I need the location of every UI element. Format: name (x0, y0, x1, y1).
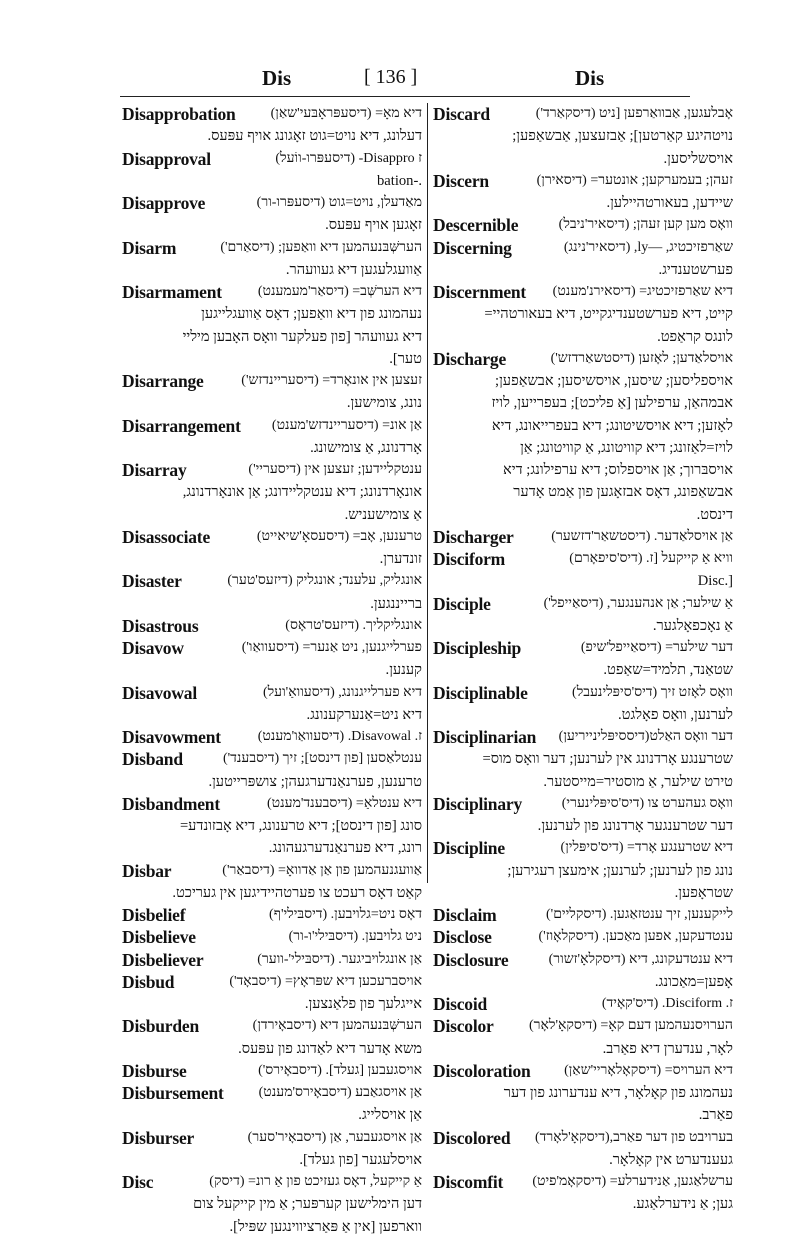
entry-definition-text: הערשְּׁבּנעהמען דיא (דיסבאָירדן) (252, 1018, 422, 1034)
entry-definition-text: דיא הערשְּׁב= (דיסאַר'מעמענט) (257, 284, 422, 299)
entry-headword: Disburden (122, 1016, 199, 1037)
entry-first-line (122, 148, 422, 170)
entry-first-line (122, 281, 422, 303)
entry-definition-line: ווארפען [אין אַ פּאַרציווינגען שפּיל]. (229, 1218, 422, 1235)
dictionary-entry (122, 793, 422, 860)
dictionary-entry (433, 904, 733, 926)
entry-first-line (433, 1015, 733, 1037)
entry-first-line (122, 415, 422, 437)
entry-first-line (433, 348, 733, 370)
entry-definition-text: הערויסנעהמען דעם קאָ= (דיסקאָ'לאָר) (528, 1018, 733, 1034)
entry-definition-line: רונג, דיא פערנאַנדערגעהונג. (268, 840, 422, 857)
entry-headword: Discolor (433, 1016, 494, 1037)
entry-first-line (122, 682, 422, 704)
entry-definition-line: שטראָפען. (674, 884, 733, 901)
dictionary-entry (433, 170, 733, 215)
entry-first-line (433, 682, 733, 704)
entry-definition-line: לערנען, וואָס פאָלגט. (618, 706, 733, 723)
entry-definition-line: קענען. (385, 662, 422, 679)
dictionary-entry (433, 214, 733, 236)
entry-headword: Disclosure (433, 949, 509, 970)
entry-first-line (122, 103, 422, 125)
entry-definition-text: וואָס לאָזט זיך (דיס'סיפּלינעבל) (572, 684, 733, 700)
dictionary-entry (122, 860, 422, 905)
entry-first-line (433, 1127, 733, 1149)
entry-definition-line: נונג פון לערנען; לערנען; אימעצן רעגירען; (507, 862, 733, 879)
entry-definition-text: זעצען אין אונאָרד= (דיסעריינדזש') (241, 373, 422, 388)
entry-definition-line: אַ צומישעניש. (344, 506, 422, 523)
entry-definition-text: אַוועגנעהמען פון אַן אַדוואָ= (דיסבאַר') (222, 862, 422, 878)
entry-definition-text: אונגליק, עלענד; אונגליק (דיזעס'טער) (227, 573, 422, 589)
dictionary-entry (122, 971, 422, 1016)
column-divider (427, 103, 428, 883)
dictionary-entry (122, 926, 422, 948)
dictionary-entry (122, 726, 422, 748)
entry-definition-text: דער וואָס האַלט(דיססיפּלינייריען) (558, 729, 733, 744)
dictionary-entry (433, 793, 733, 838)
entry-definition-line: קייט, דיא פערשטענדיגקייט, דיא בעאורטהיי= (484, 306, 733, 323)
entry-definition-line: שיידען, בעאורטהיילען. (606, 195, 733, 211)
entry-headword: Disciplinarian (433, 727, 537, 747)
entry-first-line (433, 726, 733, 748)
entry-headword: Disarm (122, 237, 177, 258)
entry-headword: Discoloration (433, 1060, 531, 1081)
entry-first-line (122, 1015, 422, 1037)
entry-definition-line: ברייננגען. (370, 595, 422, 612)
dictionary-entry (122, 103, 422, 148)
entry-first-line (433, 214, 733, 236)
entry-definition-line: סונג [פון דינסט]; דיא טרענונג, דיא אָבזונדע= (179, 818, 422, 834)
entry-definition-text: אַ שילער; אַן אנהענגער, (דיסאַייפל') (543, 595, 733, 611)
entry-headword: Disciform (433, 549, 506, 569)
entry-headword: Disbud (122, 971, 175, 992)
entry-definition-line: משא אָדער דיא לאַדונג פון עפּעס. (238, 1040, 422, 1057)
dictionary-entry (433, 1015, 733, 1060)
entry-headword: Disapprove (122, 193, 206, 213)
dictionary-entry (122, 1171, 422, 1238)
entry-definition-text: זעהן; בעמערקען; אונטער= (דיסאירן) (536, 172, 733, 188)
entry-first-line (122, 793, 422, 815)
page-number: [ 136 ] (364, 66, 418, 88)
entry-definition-text: אַן אונ= (דיסעריינדזש'מענט) (271, 417, 422, 433)
entry-definition-text: ז. Disciform. (דיס'קאָיד) (601, 996, 733, 1011)
dictionary-entry (122, 570, 422, 615)
entry-definition-line: אייגלעך פון פלאַנצען. (304, 996, 422, 1012)
entry-first-line (433, 281, 733, 303)
dictionary-entry (433, 1060, 733, 1127)
entry-definition-line: .-bation (377, 172, 422, 189)
entry-definition-line: שטאַנד, תלמיד=שאַפט. (603, 662, 733, 679)
entry-first-line (122, 370, 422, 392)
entry-first-line (122, 192, 422, 214)
entry-headword: Disavowment (122, 727, 221, 747)
dictionary-entry (122, 637, 422, 682)
entry-headword: Disbelieve (122, 927, 196, 948)
entry-first-line (122, 1171, 422, 1193)
entry-headword: Discolored (433, 1127, 511, 1148)
entry-headword: Disarrange (122, 371, 204, 391)
entry-definition-line: קאַט דאָס רעכט צו פערטהיידיגען אין געריכט. (172, 884, 422, 901)
entry-definition-text: אַן אויסגאַבע (דיסבאָירס'מענט) (258, 1085, 422, 1100)
entry-first-line (433, 593, 733, 615)
entry-headword: Disc (122, 1172, 154, 1192)
entry-definition-line: אויסבּרוך; אַן אויספלוס; דיא ערפילונג; דיא (503, 462, 733, 478)
dictionary-entry (433, 993, 733, 1015)
entry-definition-line: לאָר, ענדערן דיא פאַרב. (602, 1040, 733, 1057)
entry-definition-text: שאַרפזיכטיג, —ly, (דיסאיר'נינג) (563, 239, 733, 255)
entry-headword: Disapproval (122, 148, 211, 169)
entry-definition-text: פערלייגנען, ניט אַנער= (דיסעוואַו') (241, 640, 422, 655)
entry-definition-line: אויסלעגער [פון געלד]. (299, 1151, 422, 1168)
entry-definition-text: דער שילער= (דיסאַייפל'שיפ) (580, 640, 733, 655)
entry-first-line (433, 926, 733, 948)
entry-headword: Disburser (122, 1127, 195, 1148)
entry-definition-line: טירט שילער, אַ מוסטיר=מייסטער. (543, 773, 733, 790)
dictionary-entry (122, 237, 422, 282)
entry-definition-line: אויספליסען; שיסען, אויסשיסען; אבשאַפען; (495, 373, 733, 389)
entry-headword: Disclaim (433, 905, 497, 925)
entry-headword: Disbar (122, 860, 172, 881)
entry-definition-line: לונגס קראַפט. (657, 328, 733, 345)
dictionary-entry (433, 1127, 733, 1172)
entry-definition-text: אונגליקליך. (דיזעס'טראָס) (285, 617, 422, 633)
entry-definition-text: דיא פערלייגנונג, (דיסעוואַ'ועל) (262, 684, 422, 700)
entry-definition-text: דיא הערויס= (דיסקאָלאָריי'שאַן) (564, 1062, 733, 1078)
entry-definition-text: טרענען, אָב= (דיסעסאָ'שיאייט) (256, 528, 422, 544)
entry-definition-line: נונג, צומישען. (346, 395, 422, 412)
dictionary-entry (122, 192, 422, 237)
dictionary-entry (433, 1171, 733, 1216)
entry-definition-line: אַוועגלעגען דיא געוועהר. (285, 261, 422, 278)
entry-headword: Discharge (433, 348, 507, 369)
entry-headword: Disavow (122, 638, 184, 658)
entry-first-line (122, 615, 422, 637)
dictionary-entry (122, 148, 422, 193)
entry-headword: Discoid (433, 994, 488, 1014)
entry-definition-text: דיא ענטדעקונג, דיא (דיסקלאָ'זשור) (548, 951, 733, 967)
entry-first-line (122, 459, 422, 481)
entry-definition-text: דיא מאָ= (דיסעפּראָבּעי'שאַן) (270, 106, 422, 121)
entry-definition-text: ענטדעקען, אפען מאַכען. (דיסקלאָוז') (538, 929, 733, 945)
dictionary-entry (122, 526, 422, 571)
entry-first-line (122, 637, 422, 659)
header-right-guide-word: Dis (575, 66, 605, 90)
entry-definition-line: דען הימלישען קערפּער; אַ מין קייקעל צום (193, 1196, 422, 1213)
dictionary-entry (122, 370, 422, 415)
entry-definition-text: אַן אונגלויביגער. (דיסבּילי'-ווער) (257, 951, 422, 967)
dictionary-entry (433, 348, 733, 526)
dictionary-entry (433, 726, 733, 793)
entry-definition-line: נעהמונג פון דיא וואַפען; דאָס אַוועגלייגען (201, 306, 422, 323)
dictionary-entry (122, 1015, 422, 1060)
entry-definition-line: אַ נאָכפאָלגער. (652, 617, 733, 634)
dictionary-entry (122, 459, 422, 526)
dictionary-entry (122, 415, 422, 460)
entry-definition-line: טער]. (389, 350, 422, 367)
entry-definition-text: וואָס געהערט צו (דיס'סיפּלינערי) (561, 795, 733, 811)
entry-definition-line: דיא ניט=אַנערקענונג. (306, 706, 422, 723)
entry-first-line (122, 1082, 422, 1104)
entry-definition-line: דער שטרענגער אָרדנונג פון לערנען. (537, 818, 733, 834)
dictionary-entry (122, 904, 422, 926)
entry-definition-text: אויסגעבען [געלד]. (דיסבאָירס') (258, 1062, 422, 1078)
dictionary-entry (122, 1060, 422, 1082)
entry-first-line (433, 949, 733, 971)
dictionary-entry (433, 237, 733, 282)
entry-headword: Disclose (433, 927, 492, 948)
entry-definition-line: אָרדנונג, אַ צומישונג. (310, 439, 422, 456)
entry-first-line (122, 726, 422, 748)
entry-headword: Discipleship (433, 638, 522, 658)
entry-first-line (433, 1171, 733, 1193)
entry-definition-text: אַ קייקעל, דאָס געזיכט פון אַ רונ= (דיסק) (209, 1174, 422, 1189)
entry-first-line (122, 860, 422, 882)
entry-definition-text: אויסברעכען דיא שפּראָץ= (דיסבאָד') (229, 973, 422, 989)
entry-first-line (433, 170, 733, 192)
entry-definition-line: לאָזען; דיא אויסשיטונג; דיא בעפרייאונג, דיא (491, 417, 733, 434)
dictionary-entry (122, 1082, 422, 1127)
entry-definition-text: דיא ענטלאַ= (דיסבענד'מענט) (267, 795, 422, 811)
entry-headword: Disbeliever (122, 949, 204, 970)
entry-first-line (122, 570, 422, 592)
entry-definition-line: אבשאַפונג, דאָס אבזאָגען פון אַמט אָדער (513, 484, 733, 501)
entry-headword: Discomfit (433, 1172, 504, 1192)
entry-first-line (122, 1127, 422, 1149)
entry-definition-line: שטרענגע אָרדנונג אין לערנען; דער וואָס מוס= (482, 751, 733, 768)
entry-headword: Disaster (122, 571, 182, 592)
entry-definition-text: אַן אויסגעבער, אַן (דיסבאָיר'סער) (247, 1129, 422, 1145)
entry-definition-line: פאַרב. (698, 1107, 733, 1124)
entry-definition-text: דיא שטרענגע אָרד= (דיס'סיפּלין) (560, 840, 733, 856)
entry-first-line (122, 1060, 422, 1082)
entry-headword: Discipline (433, 838, 505, 859)
entry-definition-line: אָפען=מאַכונג. (654, 973, 733, 990)
entry-first-line (433, 237, 733, 259)
entry-headword: Disastrous (122, 615, 199, 636)
entry-first-line (433, 993, 733, 1015)
entry-headword: Descernible (433, 215, 519, 236)
entry-definition-line: אויסשליסען. (663, 150, 733, 167)
entry-definition-text: אויסלאַדען; לאָזען (דיסטשאַרדזש') (550, 350, 733, 366)
entry-definition-line: זונדערן. (379, 551, 422, 567)
entry-definition-line: דינסט. (696, 506, 733, 523)
entry-definition-line: פערשטענדיג. (658, 261, 733, 278)
entry-definition-text: מאַדעלן, נויט=גוט (דיסעפּרו-ור) (256, 195, 422, 210)
dictionary-entry (433, 926, 733, 948)
dictionary-entry (433, 837, 733, 904)
entry-definition-text: ניט גלויבען. (דיסבּילי'ו-ור) (288, 929, 422, 945)
header-left-guide-word: Dis (262, 66, 292, 90)
entry-headword: Discern (433, 170, 489, 191)
entry-definition-line: [.Disc (697, 573, 733, 590)
entry-first-line (433, 637, 733, 659)
entry-definition-line: נויטהיגע קאַרטען]; אַבזעצען, אַבשאַפען; (512, 128, 733, 145)
entry-definition-line: זאָגען אויף עפּעס. (325, 217, 422, 234)
entry-first-line (433, 1060, 733, 1082)
entry-headword: Discard (433, 104, 490, 124)
entry-definition-text: בערויבט פון דער פאַרב,(דיסקאָ'לאָרד) (534, 1129, 733, 1145)
entry-headword: Disbandment (122, 793, 220, 814)
entry-definition-text: וואָס מען קען זעהן; (דיסאיר'ניבל) (558, 217, 733, 233)
entry-headword: Disband (122, 749, 183, 770)
dictionary-entry (122, 949, 422, 971)
entry-definition-text: ערשלאַגען, אַנידערלע= (דיסקאָמ'פיט) (532, 1174, 733, 1189)
entry-headword: Discernment (433, 282, 527, 302)
entry-definition-line: נעהמונג פון קאָלאָר, דיא ענדערונג פון דער (503, 1085, 733, 1101)
entry-headword: Discerning (433, 237, 512, 258)
dictionary-entry (433, 548, 733, 593)
entry-headword: Disciple (433, 593, 491, 614)
entry-first-line (433, 103, 733, 125)
entry-first-line (122, 526, 422, 548)
entry-first-line (122, 748, 422, 770)
entry-headword: Disassociate (122, 526, 211, 547)
dictionary-entry (433, 593, 733, 638)
dictionary-entry (122, 281, 422, 370)
header-rule (120, 96, 690, 97)
entry-first-line (122, 904, 422, 926)
entry-first-line (122, 237, 422, 259)
dictionary-entry (122, 615, 422, 637)
entry-definition-text: אַן אויסלאַדער. (דיסטשאַר'דזשער) (551, 528, 733, 544)
entry-first-line (122, 971, 422, 993)
dictionary-entry (122, 682, 422, 727)
right-column (433, 103, 733, 1216)
entry-definition-line: טרענען, פערנאַנדערגעהן; צושפּרייטען. (208, 773, 422, 790)
entry-first-line (433, 837, 733, 859)
entry-headword: Disburse (122, 1060, 187, 1081)
entry-definition-line: דעלונג, דיא נויט=גוט זאָגונג אויף עפּעס. (207, 128, 422, 145)
entry-definition-text: ז Disappro- (דיסעפּרו-ווֹעל) (275, 150, 422, 166)
entry-first-line (433, 548, 733, 570)
entry-definition-line: געענדערט אין קאָלאָר. (609, 1151, 733, 1168)
entry-definition-line: אַן אויסלייג. (358, 1107, 422, 1124)
dictionary-entry (433, 103, 733, 170)
dictionary-entry (122, 1127, 422, 1172)
entry-headword: Disarray (122, 460, 187, 480)
entry-definition-text: אָבלעגען, אַבוואַרפען [ניט (דיסקאַרד') (535, 106, 733, 121)
entry-definition-line: אונאָרדנונג; דיא ענטקליידונג; אַן אונאָרדנונג, (182, 484, 422, 501)
entry-definition-text: דאָס ניט=גלויבען. (דיסבּילי'ף) (269, 907, 422, 922)
entry-first-line (433, 526, 733, 548)
dictionary-entry (122, 748, 422, 793)
entry-headword: Disbursement (122, 1083, 224, 1103)
entry-first-line (433, 904, 733, 926)
entry-headword: Disapprobation (122, 104, 236, 124)
dictionary-entry (433, 682, 733, 727)
entry-first-line (122, 926, 422, 948)
entry-headword: Disbelief (122, 905, 186, 925)
entry-headword: Disciplinary (433, 793, 522, 814)
entry-headword: Disciplinable (433, 682, 528, 703)
entry-headword: Disarmament (122, 282, 222, 302)
entry-definition-text: הערשְּׁבּנעהמען דיא וואַפען; (דיסאַרם') (220, 239, 422, 255)
entry-headword: Disarrangement (122, 415, 241, 436)
entry-headword: Discharger (433, 526, 514, 547)
entry-definition-text: ז. Disavowal. (דיסעוואַו'מענט) (257, 729, 422, 744)
entry-definition-text: וויא אַ קייקעל [ז. (דיס'סיפאָרם) (569, 551, 733, 566)
left-column (122, 103, 422, 1238)
entry-definition-line: אבמהאַן, ערפילען [אַ פליכט]; בעפרייען, לויז (491, 395, 733, 412)
dictionary-entry (433, 637, 733, 682)
dictionary-entry (433, 949, 733, 994)
entry-definition-text: לייקענען, זיך ענטזאַגען. (דיסקליים') (546, 907, 733, 922)
entry-definition-text: ענטקליידען; זעצען אין (דיסעריי') (248, 462, 422, 477)
entry-definition-line: דיא געוועהר [פון פעלקער וואָס האָבען מיליי (182, 328, 422, 345)
dictionary-entry (433, 281, 733, 348)
entry-first-line (122, 949, 422, 971)
entry-definition-text: דיא שאַרפזיכטיג= (דיסאירנ'מענט) (552, 284, 733, 299)
entry-definition-line: גען; אַ נידערלאַגע. (632, 1196, 733, 1213)
dictionary-entry (433, 526, 733, 548)
entry-headword: Disavowal (122, 682, 198, 703)
entry-definition-line: לויז=לאַזונג; דיא קוויטונג, אַ קוויטונג; אַן (520, 439, 733, 456)
entry-definition-text: ענטלאַסען [פון דינסט]; זיך (דיסבענד') (222, 751, 422, 767)
entry-first-line (433, 793, 733, 815)
